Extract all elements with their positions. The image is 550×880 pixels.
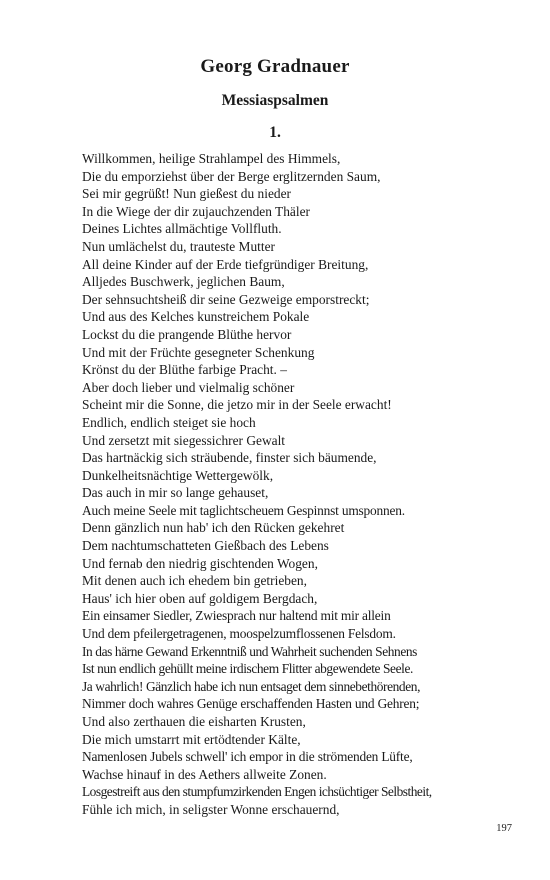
poem-line: Das hartnäckig sich sträubende, finster sich bäumende,: [82, 450, 377, 466]
section-number: 1.: [269, 124, 281, 141]
poem-line: Ist nun endlich gehüllt meine irdischem Flitter abgewendete Seele.: [82, 661, 413, 677]
poem-line: Wachse hinauf in des Aethers allweite Zonen.: [82, 766, 327, 782]
poem-line: Willkommen, heilige Strahlampel des Himmels,: [82, 151, 341, 166]
poem-line: Nun umlächelst du, trauteste Mutter: [82, 238, 276, 254]
poem-line: Deines Lichtes allmächtige Vollfluth.: [82, 221, 282, 237]
poem-line: Auch meine Seele mit taglichtscheuem Gespinnst umsponnen.: [82, 502, 405, 518]
poem-line: In die Wiege der dir zujauchzenden Thäler: [82, 203, 310, 219]
poem-line: Ein einsamer Siedler, Zwiesprach nur haltend mit mir allein: [82, 608, 391, 624]
poem-line: Der sehnsuchtsheiß dir seine Gezweige emporstreckt;: [82, 291, 370, 307]
poem-line: Endlich, endlich steiget sie hoch: [82, 414, 256, 430]
poem-line: Losgestreift aus den stumpfumzirkenden Engen ichsüchtiger Selbstheit,: [82, 784, 432, 800]
poem-line: Ja wahrlich! Gänzlich habe ich nun entsaget dem sinnebethörenden,: [82, 678, 421, 694]
poem-line: Nimmer doch wahres Genüge erschaffenden Hasten und Gehren;: [82, 696, 420, 712]
poem-line: Aber doch lieber und vielmalig schöner: [82, 379, 295, 395]
poem-line: Und aus des Kelches kunstreichem Pokale: [82, 309, 310, 325]
poem-line: Haus' ich hier oben auf goldigem Bergdach,: [82, 590, 318, 606]
poem-line: Denn gänzlich nun hab' ich den Rücken gekehret: [82, 520, 345, 536]
poem-line: Die mich umstarrt mit ertödtender Kälte,: [82, 731, 301, 747]
poem-line: Dunkelheitsnächtige Wettergewölk,: [82, 467, 274, 483]
poem-line: Und also zerthauen die eisharten Krusten,: [82, 714, 306, 729]
author-name: Georg Gradnauer: [200, 56, 350, 77]
poem-line: Lockst du die prangende Blüthe hervor: [82, 326, 292, 342]
poem-line: In das härne Gewand Erkenntniß und Wahrheit suchenden Sehnens: [82, 643, 417, 659]
page-number: 197: [496, 823, 512, 834]
poem-line: Scheint mir die Sonne, die jetzo mir in der Seele erwacht!: [82, 397, 392, 413]
poem-line: Dem nachtumschatteten Gießbach des Lebens: [82, 538, 329, 554]
poem-line: Krönst du der Blüthe farbige Pracht. –: [82, 362, 287, 378]
poem-line: Mit denen auch ich ehedem bin getrieben,: [82, 573, 307, 589]
poem-line: Alljedes Buschwerk, jeglichen Baum,: [82, 274, 285, 290]
poem-line: Fühle ich mich, in seligster Wonne erschauernd,: [82, 801, 340, 817]
poem-line: Und zersetzt mit siegessichrer Gewalt: [82, 432, 286, 448]
poem-line: Sei mir gegrüßt! Nun gießest du nieder: [82, 186, 291, 202]
poem-line: Und fernab den niedrig gischtenden Wogen,: [82, 555, 318, 571]
poem-title: Messiaspsalmen: [221, 92, 329, 109]
poem-line: Die du emporziehst über der Berge erglitzernden Saum,: [82, 168, 381, 184]
poem-line: All deine Kinder auf der Erde tiefgründiger Breitung,: [82, 256, 369, 272]
poem-line: Namenlosen Jubels schwell' ich empor in die strömenden Lüfte,: [82, 749, 413, 765]
poem-line: Und mit der Früchte gesegneter Schenkung: [82, 344, 315, 360]
poem-body: [82, 150, 510, 819]
poem-line: Das auch in mir so lange gehauset,: [82, 485, 269, 501]
poem-line: Und dem pfeilergetragenen, moospelzumflossenen Felsdom.: [82, 626, 396, 642]
